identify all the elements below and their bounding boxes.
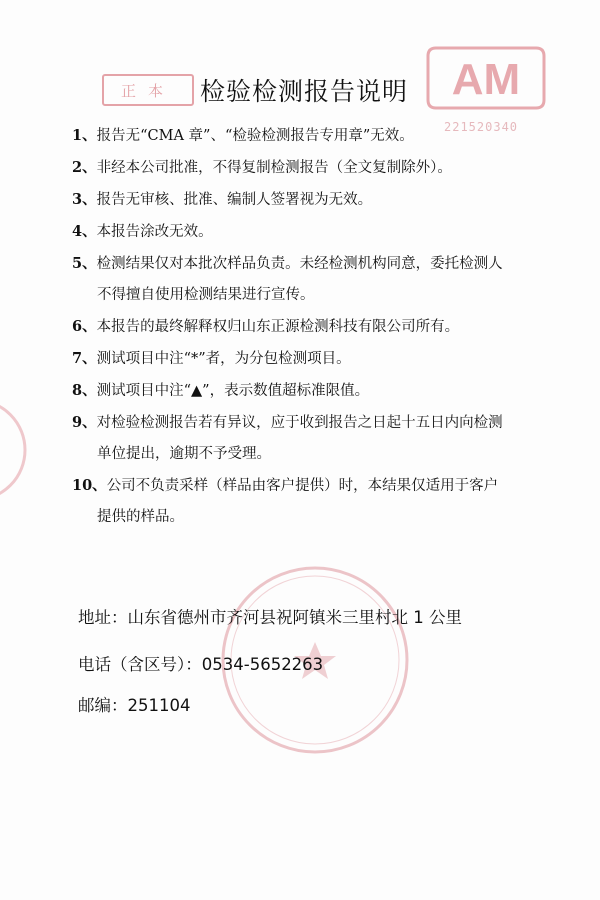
- cma-certificate-number: 221520340: [444, 120, 519, 134]
- explanation-item-7: 7、测试项目中注“*”者，为分包检测项目。: [72, 350, 351, 367]
- explanation-item-3: 3、报告无审核、批准、编制人签署视为无效。: [72, 191, 373, 208]
- explanation-item-10: 10、公司不负责采样（样品由客户提供）时，本结果仅适用于客户 提供的样品。: [72, 477, 499, 525]
- explanation-item-6: 6、本报告的最终解释权归山东正源检测科技有限公司所有。: [72, 318, 460, 335]
- original-copy-stamp: 正本: [102, 74, 194, 106]
- explanation-item-9: 9、对检验检测报告若有异议，应于收到报告之日起十五日内向检测 单位提出，逾期不予受理。: [72, 414, 503, 462]
- company-postcode: 邮编：251104: [78, 696, 191, 715]
- explanation-item-5: 5、检测结果仅对本批次样品负责。未经检测机构同意，委托检测人 不得擅自使用检测结果进行宣传。: [72, 255, 503, 303]
- page-title: 检验检测报告说明: [200, 77, 409, 106]
- explanation-list: [72, 120, 592, 533]
- explanation-item-8: 8、测试项目中注“▲”，表示数值超标准限值。: [72, 382, 370, 399]
- left-seal-fragment: [0, 395, 30, 505]
- cma-logo: [420, 42, 552, 114]
- cma-logo-text: AM: [451, 55, 521, 104]
- company-phone: 电话（含区号）：0534-5652263: [78, 655, 324, 674]
- explanation-item-4: 4、本报告涂改无效。: [72, 223, 213, 240]
- explanation-item-2: 2、非经本公司批准，不得复制检测报告（全文复制除外）。: [72, 159, 452, 176]
- explanation-item-1: 1、报告无“CMA 章”、“检验检测报告专用章”无效。: [72, 127, 414, 144]
- company-address: 地址：山东省德州市齐河县祝阿镇米三里村北 1 公里: [78, 608, 462, 627]
